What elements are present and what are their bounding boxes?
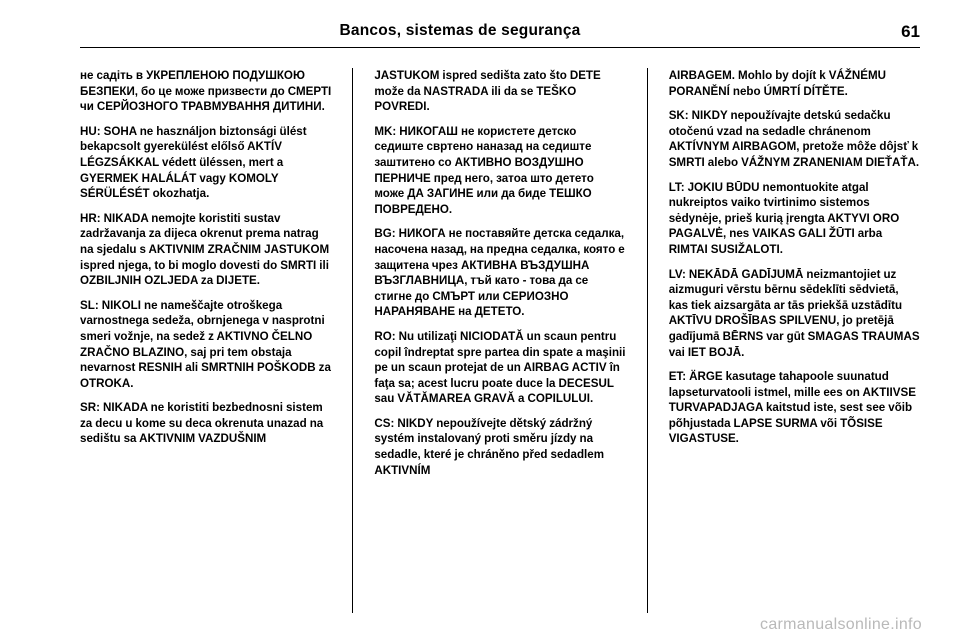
text-columns (80, 68, 920, 613)
paragraph: HU: SOHA ne használjon biztonsági ülést bekapcsolt gyerekülést előlső AKTÍV LÉGZSÁKKAL védett üléssen, mert a GYERMEK HALÁLÁT vagy KOMOLY SÉRÜLÉSÉT okozhatja. (80, 124, 307, 201)
page-title: Bancos, sistemas de segurança (339, 22, 581, 39)
paragraph: RO: Nu utilizaţi NICIODATĂ un scaun pentru copil îndreptat spre partea din spate a maşinii pe un scaun protejat de un AIRBAG ACTIV în faţa sa; acest lucru poate duce la DECESUL sau VĂTĂMAREA GRAVĂ a COPILULUI. (374, 329, 626, 406)
paragraph: SK: NIKDY nepoužívajte detskú sedačku otočenú vzad na sedadle chránenom AKTÍVNYM AIRBAGOM, pretože môže dôjsť k SMRTI alebo VÁŽNYM ZRANENIAM DIEŤAŤA. (668, 109, 920, 169)
column-1 (80, 68, 331, 613)
page-number: 61 (901, 22, 920, 41)
paragraph: BG: НИКОГА не поставяйте детска седалка, насочена назад, на предна седалка, която е защитена чрез АКТИВНА ВЪЗДУШНА ВЪЗГЛАВНИЦА, тъй като - това да се стигне до СМЪРТ или СЕРИОЗНО НАРАНЯВАНЕ на ДЕТЕТО. (374, 227, 625, 319)
paragraph: не садіть в УКРЕПЛЕНОЮ ПОДУШКОЮ БЕЗПЕКИ, бо це може призвести до СМЕРТІ чи СЕРЙОЗНОГО ТРАВМУВАННЯ ДИТИНИ. (80, 69, 332, 114)
paragraph: SR: NIKADA ne koristiti bezbednosni sistem za decu u kome su deca okrenuta unazad na sedištu sa AKTIVNIM VAZDUŠNIM (80, 401, 324, 446)
paragraph: CS: NIKDY nepoužívejte dětský zádržný systém instalovaný proti směru jízdy na sedadle, které je chráněno před sedadlem AKTIVNÍM (374, 416, 605, 477)
header-divider (80, 47, 920, 48)
page-header (0, 22, 960, 48)
watermark: carmanualsonline.info (760, 616, 922, 633)
column-2 (374, 68, 625, 613)
paragraph: ET: ÄRGE kasutage tahapoole suunatud lapseturvatooli istmel, mille ees on AKTIIVSE TURVAPADJAGA kaitstud iste, sest see võib põhjustada LAPSE SURMA või TÕSISE VIGASTUSE. (668, 370, 916, 446)
paragraph: SL: NIKOLI ne nameščajte otroškega varnostnega sedeža, obrnjenega v nasprotni smeri vožnje, na sedež z AKTIVNO ČELNO ZRAČNO BLAZINO, saj pri tem obstaja nevarnost RESNIH ali SMRTNIH POŠKODB za OTROKA. (80, 298, 331, 390)
column-divider (647, 68, 648, 613)
paragraph: AIRBAGEM. Mohlo by dojít k VÁŽNÉMU PORANĚNÍ nebo ÚMRTÍ DÍTĚTE. (668, 69, 887, 98)
paragraph: JASTUKOM ispred sedišta zato što DETE može da NASTRADA ili da se TEŠKO POVREDI. (374, 69, 601, 114)
column-3 (669, 68, 920, 613)
paragraph: LV: NEKĀDĀ GADĪJUMĀ neizmantojiet uz aizmuguri vērstu bērnu sēdeklīti sēdvietā, kas tiek aizsargāta ar tās priekšā uzstādītu AKTĪVU DROŠĪBAS SPILVENU, jo pretējā gadījumā BĒRNS var gūt SMAGAS TRAUMAS vai IET BOJĀ. (668, 267, 920, 359)
column-divider (352, 68, 353, 613)
paragraph: LT: JOKIU BŪDU nemontuokite atgal nukreiptos vaiko tvirtinimo sistemos sėdynėje, prieš kurią įrengta AKTYVI ORO PAGALVĖ, nes VAIKAS GALI ŽŪTI arba RIMTAI SUSIŽALOTI. (668, 180, 900, 256)
paragraph: MK: НИКОГАШ не користете детско седиште свртено наназад на седиште заштитено со АКТИВНО ВОЗДУШНО ПЕРНИЧЕ пред него, затоа што детето може ДА ЗАГИНЕ или да биде ТЕШКО ПОВРЕДЕНО. (374, 124, 594, 216)
paragraph: HR: NIKADA nemojte koristiti sustav zadržavanja za dijeca okrenut prema natrag na sjedalu s AKTIVNIM ZRAČNIM JASTUKOM ispred njega, to bi moglo dovesti do SMRTI ili OZBILJNIH OZLJEDA za DIJETE. (80, 211, 330, 288)
